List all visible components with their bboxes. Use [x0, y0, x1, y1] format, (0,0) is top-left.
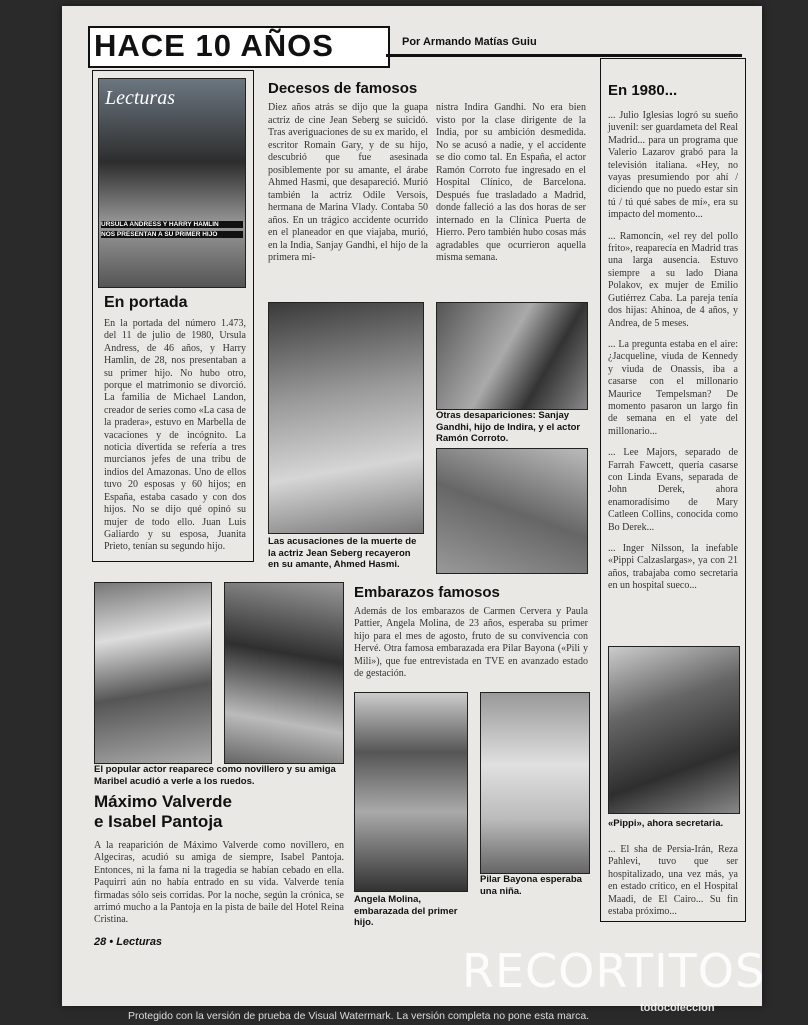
caption-valverde: El popular actor reaparece como novillero y su amiga Maribel acudió a verle a los ruedos. — [94, 764, 336, 787]
caption-seberg: Las acusaciones de la muerte de la actriz Jean Seberg recayeron en su amante, Ahmed Hasmi. — [268, 536, 417, 571]
valverde-heading-2: e Isabel Pantoja — [94, 812, 223, 831]
valverde-text: A la reaparición de Máximo Valverde como novillero, en Algeciras, acudió su amiga de siempre, Isabel Pantoja. Entonces, ni la fama ni la tragedia se habían cebado en ella. Paquirri aún no había entrado en su vida. Valverde tenía firmadas sólo seis corridas. Por la noche, según la crónica, se arrimó mucho a la Pantoja en la pista de baile del Hotel Reina Cristina. — [94, 840, 344, 926]
page-footer: 28 • Lecturas — [94, 936, 163, 948]
photo-pippi — [608, 646, 740, 814]
watermark-site: todocoleccion — [640, 1002, 715, 1014]
sidebar-heading: En 1980... — [608, 82, 678, 99]
cover-line-2: NOS PRESENTAN A SU PRIMER HIJO — [101, 231, 243, 238]
sidebar-item: ... Inger Nilsson, la inefable «Pippi Calzaslargas», ya con 21 años, trabajaba como secretaria en un hospital sueco... — [608, 543, 738, 592]
sidebar-item: ... Julio Iglesias logró su sueño juvenil: ser guardameta del Real Madrid... para un programa que Valerio Lazarov grabó para la televisión italiana. «Hey, no vayas presumiendo por ahí / diciendo que no puedo estar sin tú / tú qué sabes de mí», era su impacto del momento... — [608, 110, 738, 221]
sidebar-item: ... Lee Majors, separado de Farrah Fawcett, quería casarse con Linda Evans, separada de John Derek, ahora enamoradísimo de Mary Catleen Collins, conocida como Bo Derek... — [608, 447, 738, 533]
cover-photo — [98, 78, 246, 288]
decesos-heading: Decesos de famosos — [268, 80, 418, 97]
embarazos-heading: Embarazos famosos — [354, 584, 500, 601]
caption-bayona: Pilar Bayona esperaba una niña. — [480, 874, 582, 897]
watermark-todocoleccion — [640, 1002, 715, 1014]
photo-angela-molina — [354, 692, 468, 892]
portada-heading: En portada — [104, 294, 188, 311]
header-rule — [386, 54, 742, 57]
embarazos-text: Además de los embarazos de Carmen Cervera y Paula Pattier, Angela Molina, de 23 años, esperaba su primer hijo para el mes de agosto, fruto de su convivencia con Hervé. Otra famosa embarazada era Pilar Bayona («Pili y Mili»), que fue entrevistada en TVE en avanzado estado de gestación. — [354, 606, 588, 680]
portada-text: En la portada del número 1.473, del 11 de julio de 1980, Ursula Andress, de 46 años, y Harry Hamlin, de 28, nos presentaban a su primer hijo. No hubo otro, porque el matrimonio se divorció. La familia de Michael Landon, creador de series como «La casa de la pradera», estuvo en Marbella de vacaciones y de incógnito. La noticia divertida se refería a tres murcianos jefes de una tribu de indios del Amazonas. Uno de ellos tuvo 20 esposas y 60 hijos; en España, estaba casado y con dos hijos. No se dijo qué opinó su mujer de todo ello. Juan Luis Galiardo y su esposa, Juanita Prieto, tenían su segundo hijo. — [104, 318, 246, 553]
photo-pilar-bayona — [480, 692, 590, 874]
decesos-text-col2: nistra Indira Gandhi. No era bien visto por la clase dirigente de la India, por su ambición desmedida. No se acusó a nadie, y el accidente se dio como tal. En España, el actor Ramón Corroto fue ingresado en el Hospital Clínico, de Barcelona. Después fue trasladado a Madrid, donde falleció a las dos horas de ser internado en la Clínica Puerta de Hierro. Pero también hubo cosas más agradables que ocurrieron aquella misma semana. — [436, 102, 586, 263]
sidebar-items — [608, 110, 738, 602]
decesos-text-col1: Diez años atrás se dijo que la guapa actriz de cine Jean Seberg se suicidó. Tras averiguaciones de su ex marido, el escritor Romain Gary, y de su hijo, descubrió que fue asesinada posiblemente por su amante, el árabe Ahmed Hasmi, que desapareció. Murió también la actriz Odile Versois, hermana de Marina Vlady. Contaba 50 años. En un trágico accidente ocurrido en el planeador en que viajaba, murió, en la India, Sanjay Gandhi, el hijo de la primera mi- — [268, 102, 428, 263]
caption-pippi: «Pippi», ahora secretaria. — [608, 818, 724, 829]
sidebar-item: ... La pregunta estaba en el aire: ¿Jacqueline, viuda de Kennedy y viuda de Onassis, iba a casarse con el millonario Maurice Tempelsman? De momento pasaron un largo fin de semana en el yate del millonario... — [608, 338, 738, 437]
cover-line-1: URSULA ANDRESS Y HARRY HAMLIN — [101, 221, 243, 228]
magazine-page — [62, 6, 762, 1006]
header-byline: Por Armando Matías Guiu — [402, 36, 537, 48]
photo-sanjay-indira — [436, 302, 588, 410]
photo-maximo-valverde — [94, 582, 212, 764]
photo-isabel-pantoja — [224, 582, 344, 764]
cover-logo: Lecturas — [105, 87, 175, 109]
header-title: HACE 10 AÑOS — [94, 28, 334, 63]
watermark-notice: Protegido con la versión de prueba de Visual Watermark. La versión completa no pone esta marca. — [128, 1010, 590, 1022]
sidebar-item: ... Ramoncín, «el rey del pollo frito», reaparecía en Madrid tras una larga ausencia. Estuvo siempre a su lado Diana Polakov, ex mujer de Emilio Gutiérrez Caba. La pareja tenía dos hijas: Ahinoa, de 4 años, y Andrea, de 5 meses. — [608, 230, 738, 329]
photo-jean-seberg — [268, 302, 424, 534]
watermark-recortitos: RECORTITOS — [462, 944, 766, 998]
valverde-heading-1: Máximo Valverde — [94, 792, 232, 811]
caption-molina: Angela Molina, embarazada del primer hijo. — [354, 894, 458, 929]
photo-ramon-corroto — [436, 448, 588, 574]
caption-otras: Otras desapariciones: Sanjay Gandhi, hijo de Indira, y el actor Ramón Corroto. — [436, 410, 581, 445]
sidebar-last-item: ... El sha de Persia-Irán, Reza Pahlevi, tuvo que ser hospitalizado, una vez más, ya en estado crítico, en el Hospital Maadi, de El Cairo... Su fin estaba próximo... — [608, 844, 738, 918]
